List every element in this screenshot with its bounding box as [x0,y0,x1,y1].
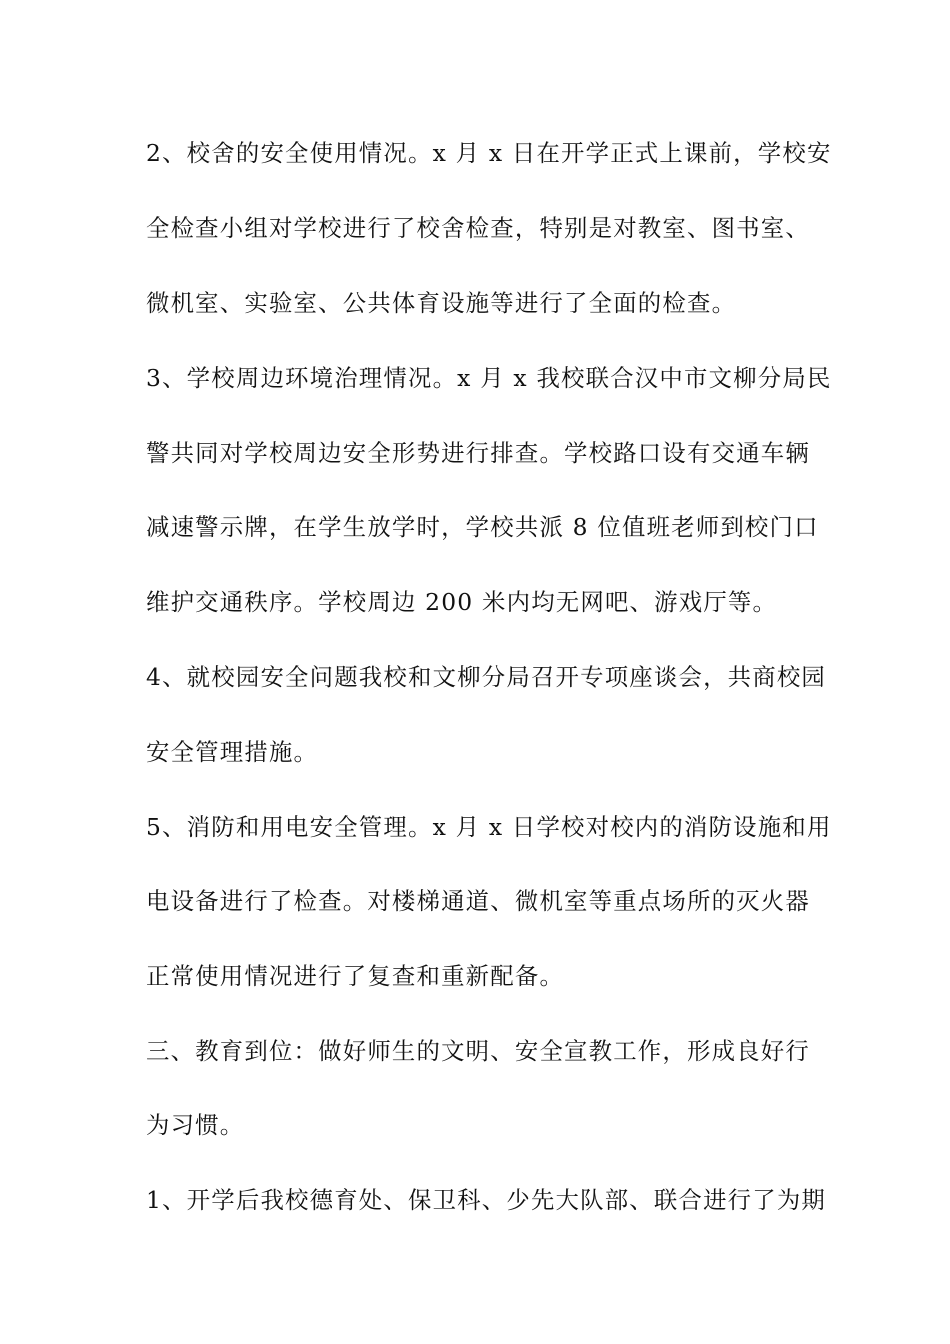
section-heading-line: 三、教育到位：做好师生的文明、安全宣教工作，形成良好行 [146,1037,810,1065]
paragraph-line: 3、学校周边环境治理情况。x 月 x 我校联合汉中市文柳分局民 [146,364,832,392]
paragraph-line: 微机室、实验室、公共体育设施等进行了全面的检查。 [146,289,737,317]
paragraph-line: 全检查小组对学校进行了校舍检查，特别是对教室、图书室、 [146,214,810,242]
paragraph-line: 2、校舍的安全使用情况。x 月 x 日在开学正式上课前，学校安 [146,139,832,167]
paragraph-line: 正常使用情况进行了复查和重新配备。 [146,962,565,990]
paragraph-line: 5、消防和用电安全管理。x 月 x 日学校对校内的消防设施和用 [146,813,832,841]
paragraph-line: 1、开学后我校德育处、保卫科、少先大队部、联合进行了为期 [146,1186,827,1214]
paragraph-line: 维护交通秩序。学校周边 200 米内均无网吧、游戏厅等。 [146,588,778,616]
paragraph-line: 电设备进行了检查。对楼梯通道、微机室等重点场所的灭火器 [146,887,810,915]
section-heading-line: 为习惯。 [146,1111,245,1139]
paragraph-line: 安全管理措施。 [146,738,319,766]
paragraph-line: 减速警示牌，在学生放学时，学校共派 8 位值班老师到校门口 [146,513,819,541]
paragraph-line: 警共同对学校周边安全形势进行排查。学校路口设有交通车辆 [146,439,810,467]
paragraph-line: 4、就校园安全问题我校和文柳分局召开专项座谈会，共商校园 [146,663,827,691]
